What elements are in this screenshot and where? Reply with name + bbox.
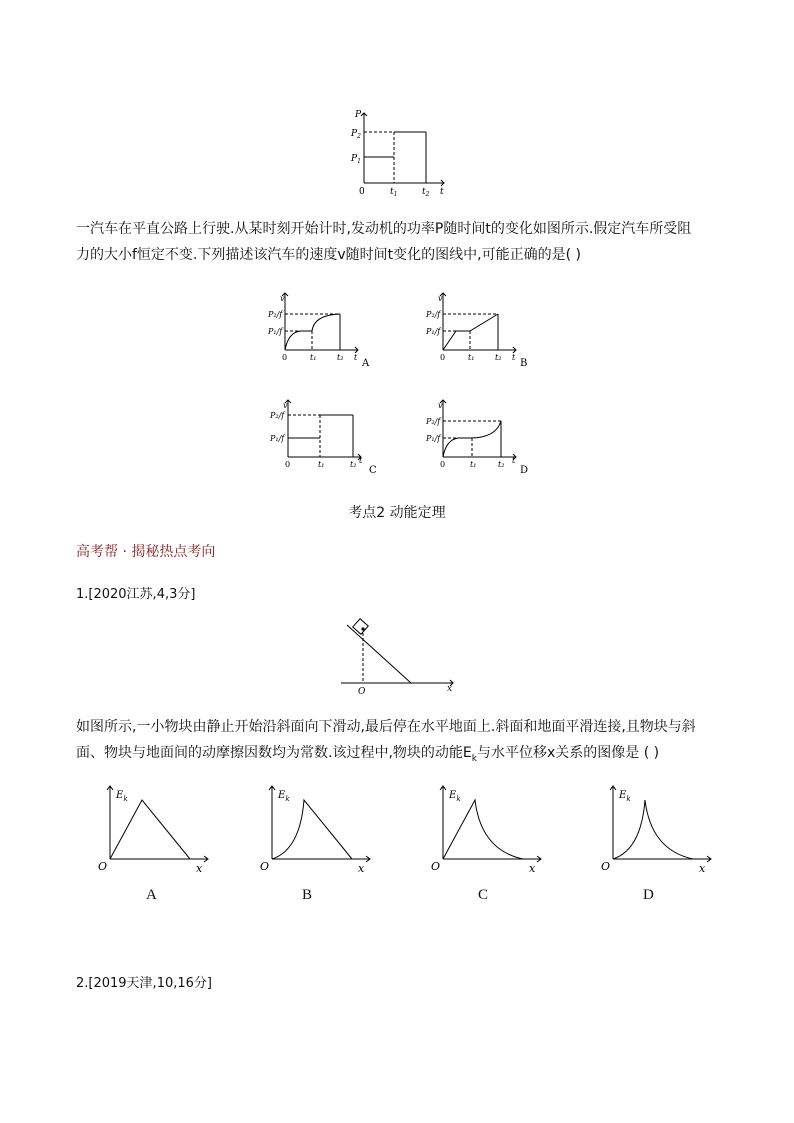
origin-label-b: 0	[440, 353, 446, 362]
x-axis-label: t	[440, 187, 444, 197]
ek-chart-c	[431, 786, 541, 875]
ek-origin-a: O	[98, 860, 108, 873]
ek-chart-b	[260, 786, 370, 875]
t-axis-label-c: t	[359, 456, 363, 465]
question-1-line2: 面、物块与地面间的动摩擦因数均为常数.该过程中,物块的动能$E_k$与水平位移x关系的图像是 ( )	[76, 745, 660, 764]
t2-label-a: t₂	[337, 353, 344, 362]
origin-label-d: 0	[440, 460, 446, 469]
ek-x-label-d: x	[699, 862, 706, 875]
question-1-text	[76, 714, 726, 772]
t2-label-d: t₂	[498, 460, 505, 469]
p1f-label-a: P₁/f	[268, 327, 283, 336]
ek-option-label-a: A	[146, 887, 157, 903]
p2f-label-c: P₂/f	[270, 411, 285, 420]
ek-label-c: $E_k$	[449, 790, 461, 803]
p1f-label-d: P₁/f	[426, 434, 441, 443]
ek-curve-c	[443, 800, 523, 859]
incline-diagram	[335, 615, 465, 700]
ek-option-label-b: B	[302, 887, 313, 903]
car-question-line2: 力的大小f恒定不变.下列描述该汽车的速度v随时间t变化的图线中,可能正确的是( )	[76, 247, 581, 263]
ek-curve-d	[613, 800, 693, 859]
v-axis-label-c: v	[283, 401, 288, 410]
t1-label-c: t₁	[318, 460, 325, 469]
topic-title: 考点2 动能定理	[348, 505, 446, 521]
t-axis-label-d: t	[512, 456, 516, 465]
power-time-chart	[340, 105, 460, 200]
incline-origin-label: O	[358, 687, 366, 697]
vt-chart-b	[425, 293, 527, 369]
ek-x-label-c: x	[529, 862, 536, 875]
incline-x-label: x	[447, 684, 453, 694]
t-axis-label-b: t	[512, 353, 516, 362]
option-label-d: D	[520, 465, 529, 476]
t1-label-a: t₁	[310, 353, 317, 362]
t1-label: $t_1$	[390, 187, 398, 198]
question-1-line1: 如图所示,一小物块由静止开始沿斜面向下滑动,最后停在水平地面上.斜面和地面平滑连接,且物块与斜	[76, 719, 696, 735]
p1f-label-b: P₁/f	[426, 327, 441, 336]
option-label-a: A	[362, 358, 370, 369]
ek-curve-b	[272, 800, 352, 859]
vt-chart-a	[267, 293, 370, 369]
t2-label-b: t₂	[495, 353, 502, 362]
option-label-c: C	[369, 465, 377, 476]
p2f-label-d: P₂/f	[426, 417, 441, 426]
v-axis-label-a: v	[280, 294, 285, 303]
p2f-label-a: P₂/f	[268, 310, 283, 319]
ek-label-a: $E_k$	[116, 790, 128, 803]
t1-label-d: t₁	[470, 460, 477, 469]
vt-chart-c	[269, 400, 377, 476]
origin-label-c: 0	[285, 460, 291, 469]
car-question-line1: 一汽车在平直公路上行驶.从某时刻开始计时,发动机的功率P随时间t的变化如图所示.假定汽车所受阻	[76, 221, 692, 237]
question-1-number: 1.[2020江苏,4,3分]	[76, 587, 196, 602]
origin-label: 0	[359, 187, 365, 197]
t2-label: $t_2$	[422, 187, 430, 198]
ek-origin-b: O	[260, 860, 270, 873]
p1-label: $P_1$	[351, 154, 361, 165]
car-question	[76, 216, 726, 268]
ek-option-label-d: D	[643, 887, 654, 903]
block-center-dot	[361, 627, 364, 630]
ek-chart-a	[98, 786, 208, 875]
option-label-b: B	[520, 358, 528, 369]
v-axis-label-b: v	[438, 294, 443, 303]
ek-origin-c: O	[431, 860, 441, 873]
ek-chart-d	[601, 786, 711, 875]
ek-x-option-charts	[90, 780, 730, 880]
ek-origin-d: O	[601, 860, 611, 873]
p2f-label-b: P₂/f	[426, 310, 441, 319]
ek-option-label-c: C	[478, 887, 489, 903]
vt-option-charts	[240, 285, 560, 485]
t1-label-b: t₁	[468, 353, 475, 362]
ek-label-b: $E_k$	[278, 790, 290, 803]
vt-chart-d	[425, 400, 528, 476]
incline-surface	[347, 625, 411, 683]
t2-label-c: t₂	[350, 460, 357, 469]
ek-x-label-a: x	[196, 862, 203, 875]
p2-label: $P_2$	[351, 129, 361, 140]
section-label: 高考帮 · 揭秘热点考向	[76, 544, 216, 560]
y-axis-label: P	[355, 110, 362, 120]
p1f-label-c: P₁/f	[270, 434, 285, 443]
t-axis-label-a: t	[354, 353, 358, 362]
ek-x-label-b: x	[358, 862, 365, 875]
origin-label-a: 0	[282, 353, 288, 362]
v-axis-label-d: v	[438, 401, 443, 410]
ek-curve-a	[110, 800, 190, 859]
ek-label-d: $E_k$	[619, 790, 631, 803]
question-2-number: 2.[2019天津,10,16分]	[76, 976, 212, 991]
